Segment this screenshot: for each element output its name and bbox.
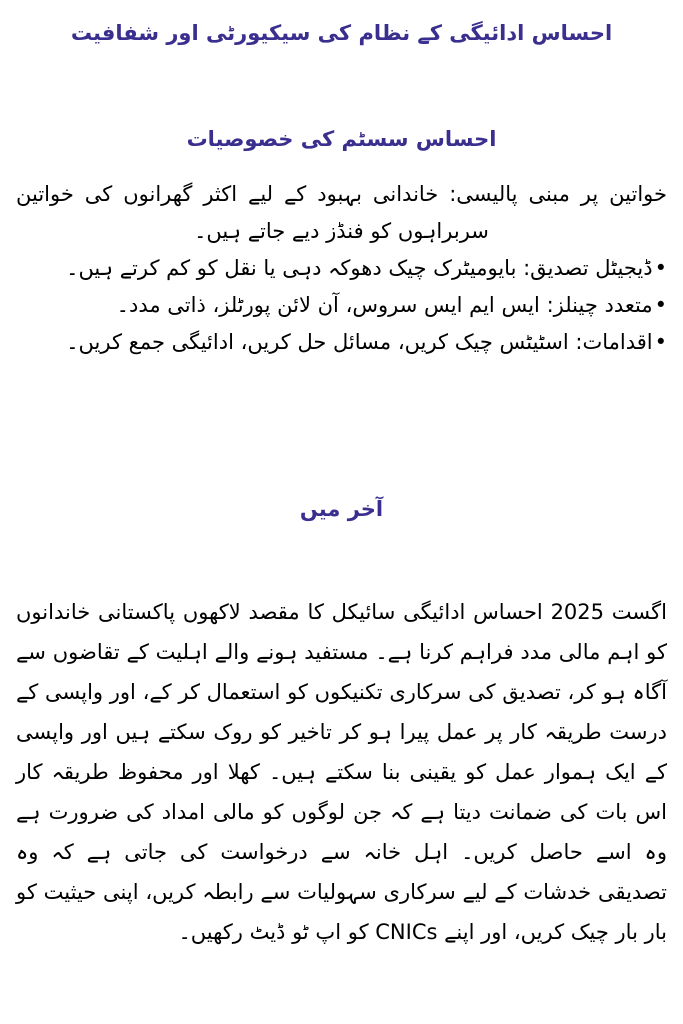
features-intro: خواتین پر مبنی پالیسی: خاندانی بہبود کے لیے اکثر گھرانوں کی خواتین سربراہوں کو فنڈز دیے جاتے ہیں۔ [16,182,667,243]
features-section [16,176,667,361]
conclusion-paragraph: اگست 2025 احساس ادائیگی سائیکل کا مقصد لاکھوں پاکستانی خاندانوں کو اہم مالی مدد فراہم کرنا ہے۔ مستفید ہونے والے اہلیت کے تقاضوں سے آگاہ ہو کر، تصدیق کی سرکاری تکنیکوں کو استعمال کر کے، اور واپسی کے درست طریقہ کار پر عمل پیرا ہو کر تاخیر کو روک سکتے ہیں اور واپسی کے ایک ہموار عمل کو یقینی بنا سکتے ہیں۔ کھلا اور محفوظ طریقہ کار اس بات کی ضمانت دیتا ہے کہ جن لوگوں کو مالی امداد کی ضرورت ہے وہ اسے حاصل کریں۔ اہل خانہ سے درخواست کی جاتی ہے کہ وہ تصدیقی خدشات کے لیے سرکاری سہولیات سے رابطہ کریں، اپنی حیثیت کو بار بار چیک کریں، اور اپنے CNICs کو اپ ٹو ڈیٹ رکھیں۔ [16,600,667,944]
bullet-icon: • [654,256,667,280]
list-item-text: متعدد چینلز: ایس ایم ایس سروس، آن لائن پورٹلز، ذاتی مدد۔ [116,293,653,317]
list-item [16,250,667,287]
list-item [16,287,667,324]
features-list [16,250,667,361]
conclusion-heading: آخر میں [299,497,384,521]
features-heading: احساس سسٹم کی خصوصیات [186,127,497,151]
list-item-text: اقدامات: اسٹیٹس چیک کریں، مسائل حل کریں، ادائیگی جمع کریں۔ [66,330,653,354]
bullet-icon: • [654,293,667,317]
list-item-text: ڈیجیٹل تصدیق: بایومیٹرک چیک دھوکہ دہی یا نقل کو کم کرتے ہیں۔ [66,256,653,280]
page-title: احساس ادائیگی کے نظام کی سیکیورٹی اور شفافیت [70,21,613,45]
list-item [16,324,667,361]
bullet-icon: • [654,330,667,354]
